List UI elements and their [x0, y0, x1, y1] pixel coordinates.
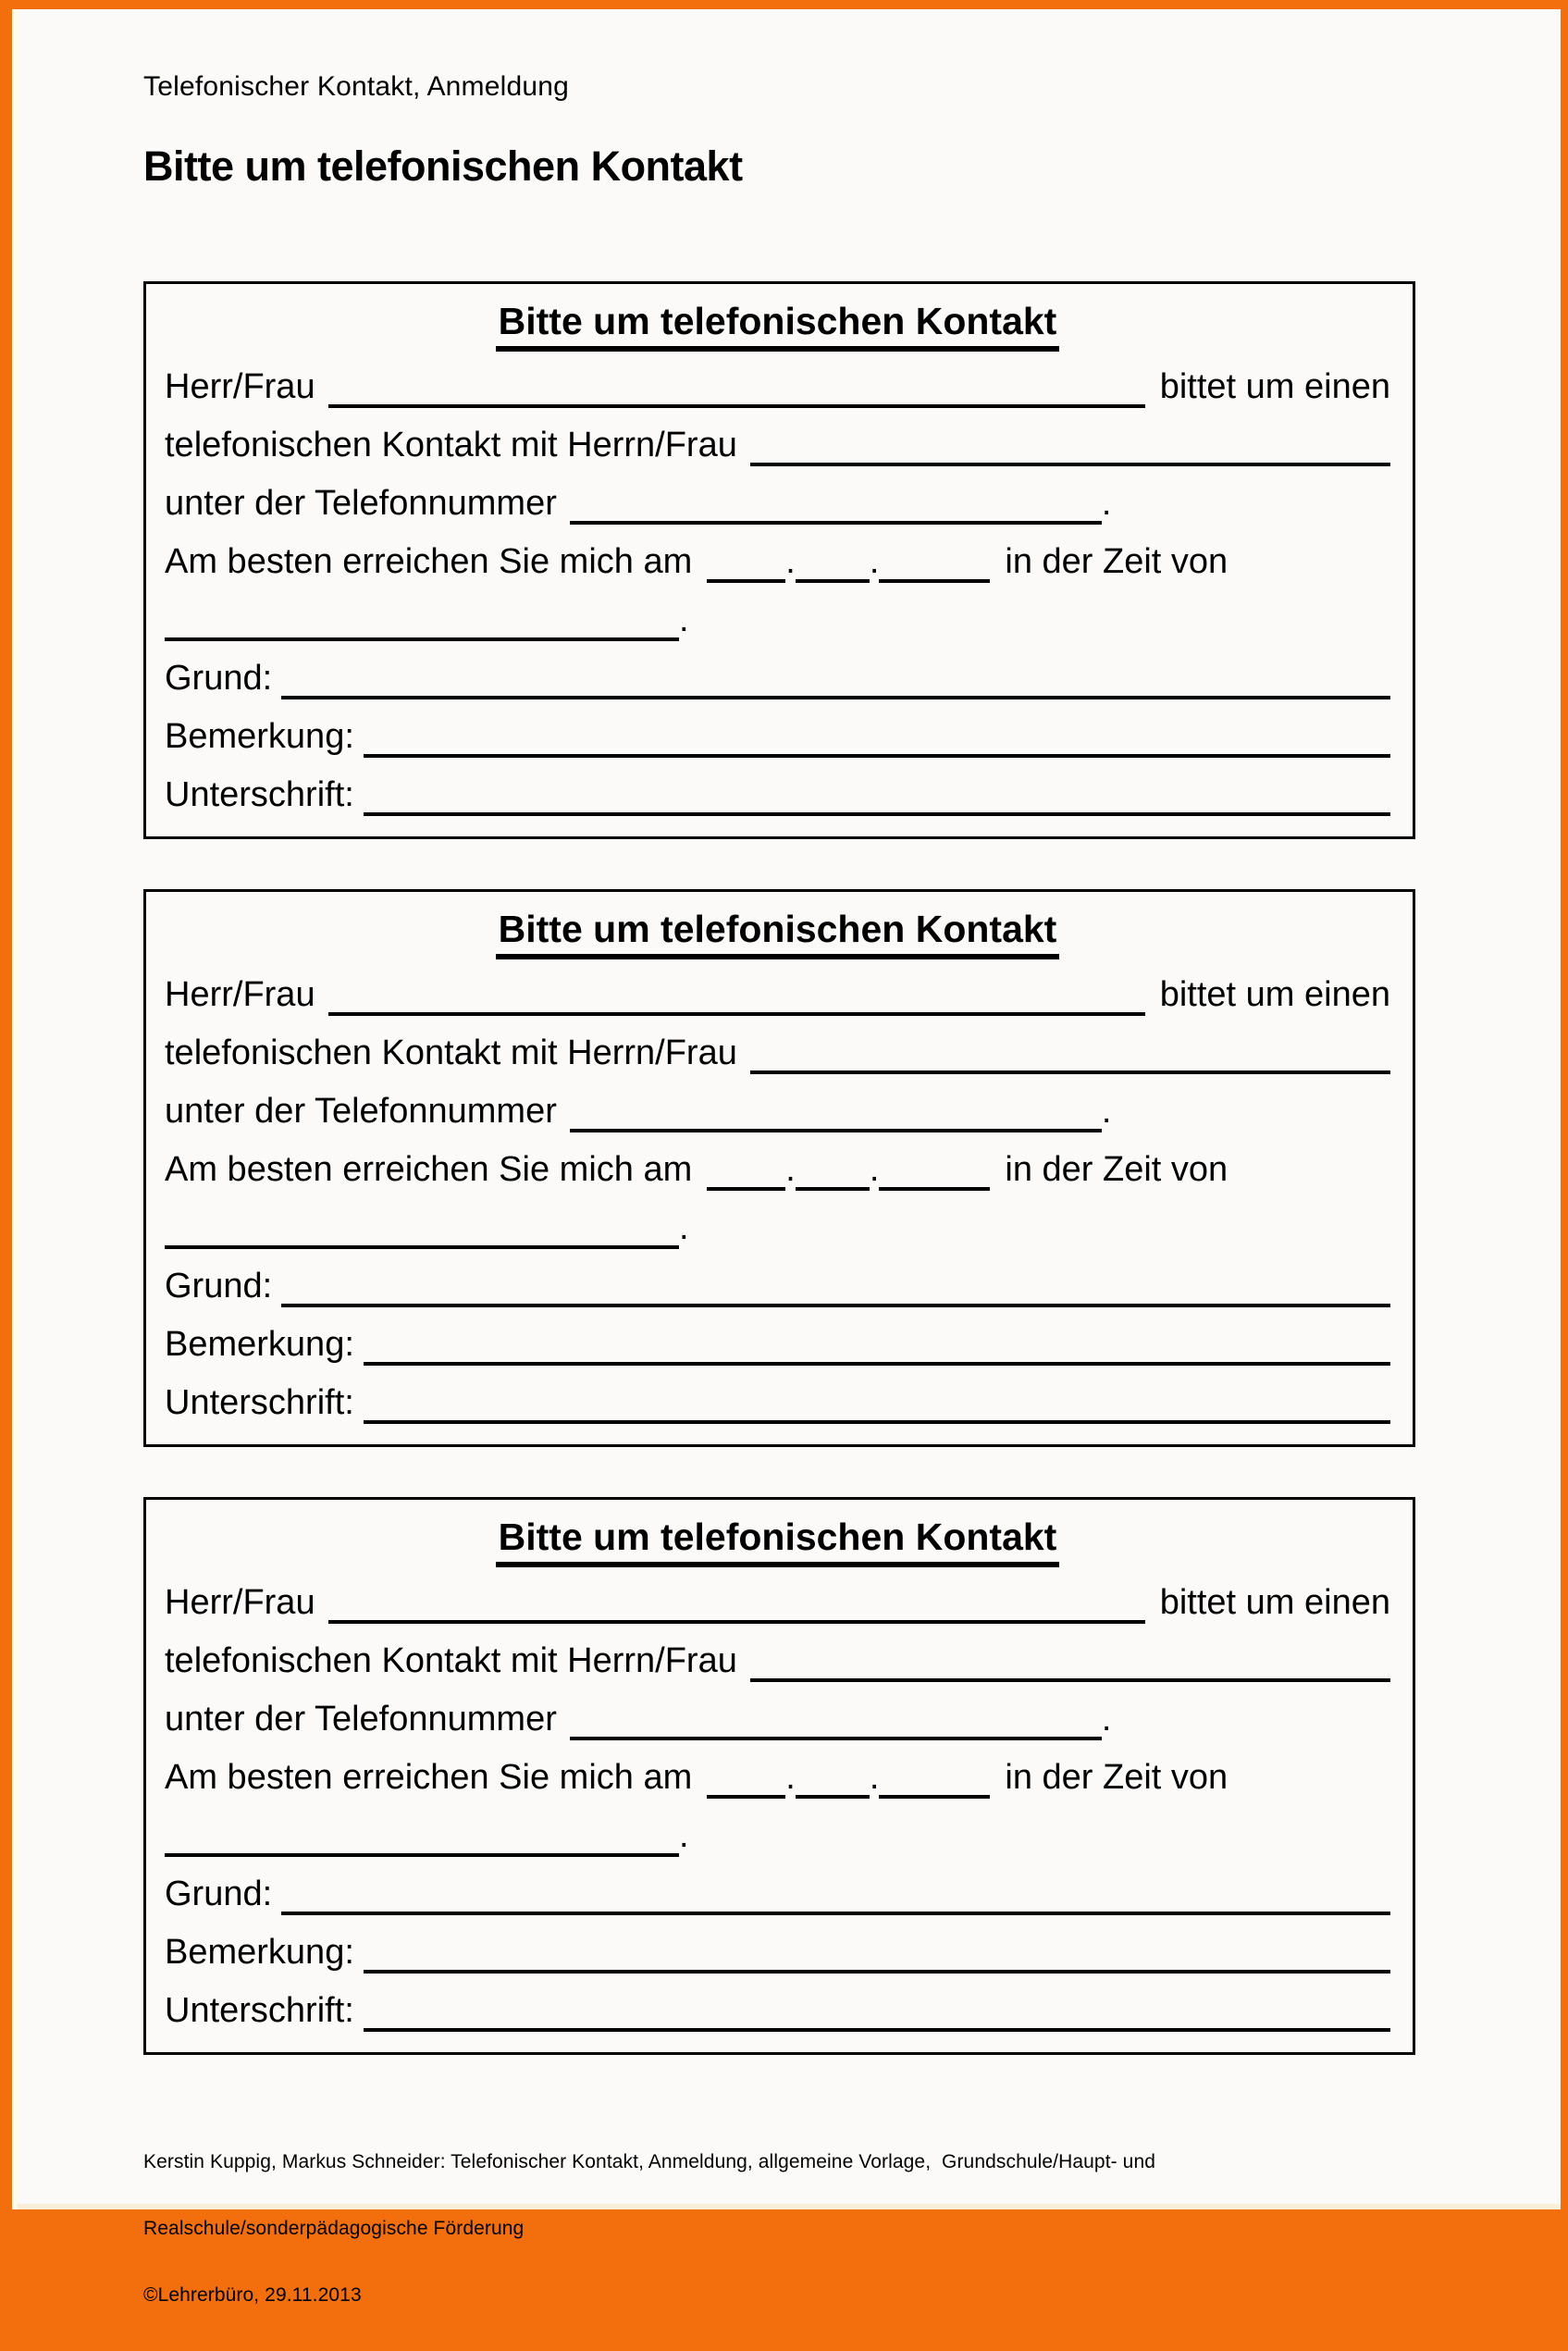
contact-form-box-1 [143, 281, 1415, 839]
box-title [165, 1515, 1390, 1567]
partner-name-blank-line [750, 1677, 1390, 1682]
period-char: . [1101, 1700, 1112, 1739]
telefonnummer-blank-line [570, 1735, 1102, 1740]
period-char: . [1101, 1092, 1112, 1132]
datum-line [165, 534, 1390, 592]
bemerkung-label: Bemerkung: [165, 717, 354, 757]
am-besten-label: Am besten erreichen Sie mich am [165, 1758, 693, 1798]
telefonnummer-label: unter der Telefonnummer [165, 1700, 557, 1739]
zeitraum-blank-line [165, 1244, 679, 1249]
am-besten-label: Am besten erreichen Sie mich am [165, 1150, 693, 1190]
dot-char: . [869, 1758, 880, 1798]
kontakt-mit-line [165, 1025, 1390, 1083]
period-char: . [1101, 484, 1112, 524]
period-char: . [679, 600, 689, 640]
grund-blank-line [281, 1302, 1390, 1307]
name-blank-line [328, 1010, 1145, 1016]
telefonnummer-line [165, 476, 1390, 534]
bemerkung-line [165, 1317, 1390, 1375]
monat-blank-line [796, 1793, 870, 1799]
zeitraum-blank-line [165, 1851, 679, 1857]
grund-blank-line [281, 1910, 1390, 1915]
telefonnummer-blank-line [570, 1127, 1102, 1132]
box-title [165, 907, 1390, 959]
dot-char: . [869, 1150, 880, 1190]
kontakt-mit-label: telefonischen Kontakt mit Herrn/Frau [165, 426, 737, 465]
footer-line-2: Realschule/sonderpädagogische Förderung [143, 2218, 525, 2239]
unterschrift-line [165, 1983, 1390, 2041]
kontakt-mit-label: telefonischen Kontakt mit Herrn/Frau [165, 1641, 737, 1681]
dot-char: . [869, 542, 880, 582]
document-header-label: Telefonischer Kontakt, Anmeldung [143, 71, 570, 102]
page-title: Bitte um telefonischen Kontakt [143, 142, 743, 190]
unterschrift-blank-line [364, 1418, 1390, 1424]
bemerkung-blank-line [364, 752, 1390, 758]
bittet-um-einen-label: bittet um einen [1159, 975, 1390, 1015]
partner-name-blank-line [750, 1069, 1390, 1074]
jahr-blank-line [879, 1793, 990, 1799]
bittet-um-einen-label: bittet um einen [1159, 1583, 1390, 1623]
contact-form-box-3 [143, 1497, 1415, 2055]
zeit-von-label: in der Zeit von [1005, 1758, 1228, 1798]
bemerkung-line [165, 709, 1390, 767]
datum-line [165, 1142, 1390, 1200]
period-char: . [679, 1816, 689, 1856]
herr-frau-line [165, 359, 1390, 417]
bemerkung-line [165, 1924, 1390, 1983]
zeitraum-blank-line [165, 636, 679, 641]
name-blank-line [328, 1618, 1145, 1624]
box-title [165, 299, 1390, 352]
bemerkung-label: Bemerkung: [165, 1933, 354, 1973]
jahr-blank-line [879, 1185, 990, 1191]
bemerkung-blank-line [364, 1360, 1390, 1366]
grund-label: Grund: [165, 1875, 273, 1914]
herr-frau-line [165, 1575, 1390, 1633]
telefonnummer-label: unter der Telefonnummer [165, 1092, 557, 1132]
datum-line [165, 1750, 1390, 1808]
unterschrift-line [165, 1375, 1390, 1433]
telefonnummer-line [165, 1083, 1390, 1142]
grund-line [165, 650, 1390, 709]
telefonnummer-line [165, 1691, 1390, 1750]
box-title-text: Bitte um telefonischen Kontakt [496, 907, 1060, 959]
herr-frau-label: Herr/Frau [165, 367, 315, 407]
zeit-von-label: in der Zeit von [1005, 542, 1228, 582]
grund-line [165, 1866, 1390, 1924]
telefonnummer-blank-line [570, 519, 1102, 525]
zeitraum-line [165, 1808, 1390, 1866]
herr-frau-label: Herr/Frau [165, 975, 315, 1015]
kontakt-mit-label: telefonischen Kontakt mit Herrn/Frau [165, 1033, 737, 1073]
dot-char: . [785, 1758, 796, 1798]
box-title-text: Bitte um telefonischen Kontakt [496, 299, 1060, 352]
unterschrift-blank-line [364, 810, 1390, 816]
kontakt-mit-line [165, 1633, 1390, 1691]
partner-name-blank-line [750, 461, 1390, 466]
am-besten-label: Am besten erreichen Sie mich am [165, 542, 693, 582]
dot-char: . [785, 1150, 796, 1190]
kontakt-mit-line [165, 417, 1390, 476]
zeitraum-line [165, 1200, 1390, 1258]
monat-blank-line [796, 1185, 870, 1191]
unterschrift-label: Unterschrift: [165, 1383, 354, 1423]
unterschrift-label: Unterschrift: [165, 1991, 354, 2031]
tag-blank-line [707, 1185, 785, 1191]
footer-line-3: ©Lehrerbüro, 29.11.2013 [143, 2284, 362, 2306]
herr-frau-label: Herr/Frau [165, 1583, 315, 1623]
document-content [12, 9, 1561, 2351]
jahr-blank-line [879, 577, 990, 583]
bemerkung-label: Bemerkung: [165, 1325, 354, 1365]
bittet-um-einen-label: bittet um einen [1159, 367, 1390, 407]
period-char: . [679, 1208, 689, 1248]
unterschrift-blank-line [364, 2026, 1390, 2032]
footer-line-1: Kerstin Kuppig, Markus Schneider: Telefonischer Kontakt, Anmeldung, allgemeine Vorlage, Grundschule/Haupt- und [143, 2151, 1156, 2172]
box-title-text: Bitte um telefonischen Kontakt [496, 1515, 1060, 1567]
dot-char: . [785, 542, 796, 582]
document-page [12, 9, 1561, 2306]
zeit-von-label: in der Zeit von [1005, 1150, 1228, 1190]
grund-line [165, 1258, 1390, 1317]
bemerkung-blank-line [364, 1968, 1390, 1974]
grund-blank-line [281, 694, 1390, 699]
monat-blank-line [796, 577, 870, 583]
name-blank-line [328, 402, 1145, 408]
grund-label: Grund: [165, 659, 273, 699]
unterschrift-label: Unterschrift: [165, 775, 354, 815]
grund-label: Grund: [165, 1267, 273, 1306]
herr-frau-line [165, 967, 1390, 1025]
footer-credits [143, 2107, 1433, 2351]
contact-form-box-2 [143, 889, 1415, 1447]
tag-blank-line [707, 577, 785, 583]
telefonnummer-label: unter der Telefonnummer [165, 484, 557, 524]
unterschrift-line [165, 767, 1390, 825]
zeitraum-line [165, 592, 1390, 650]
tag-blank-line [707, 1793, 785, 1799]
